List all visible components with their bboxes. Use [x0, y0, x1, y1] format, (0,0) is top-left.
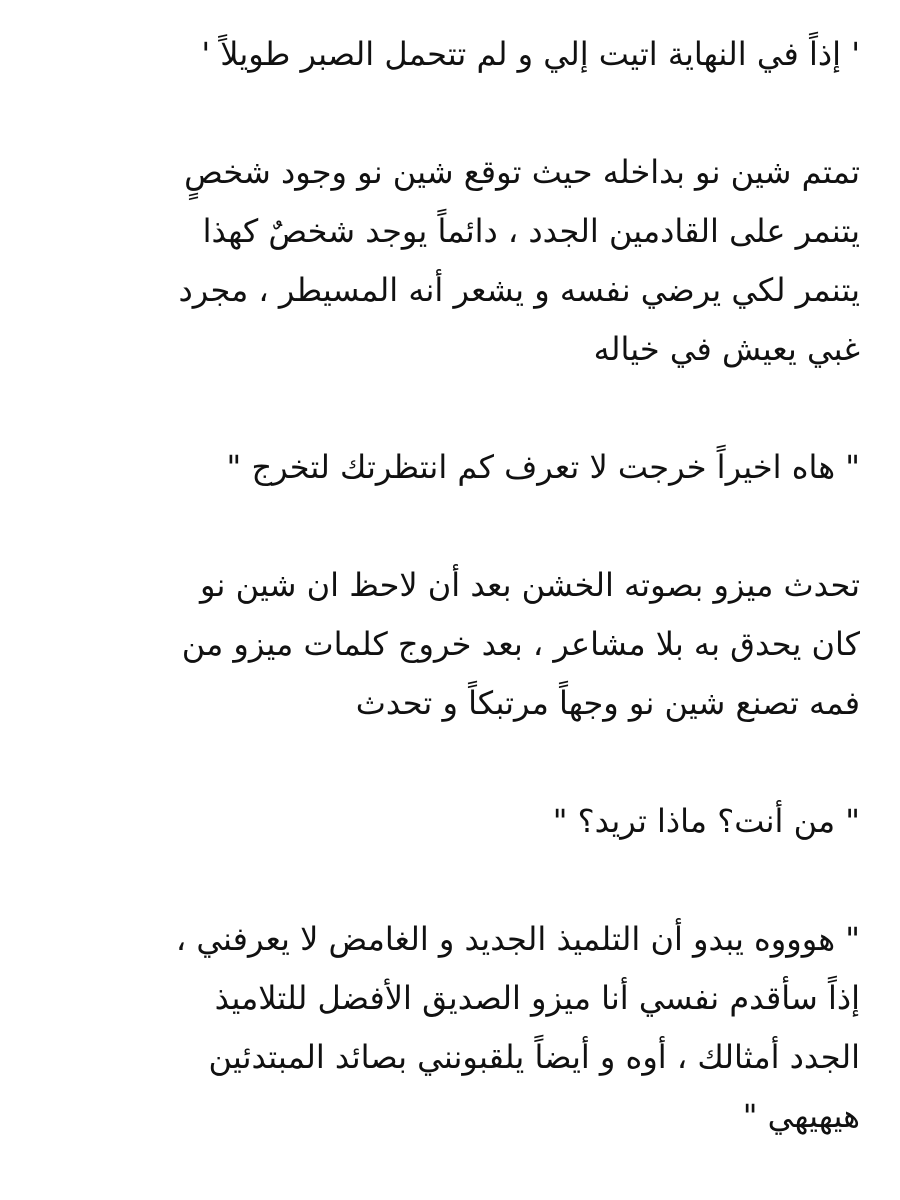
text-line: كان يحدق به بلا مشاعر ، بعد خروج كلمات ميزو من [181, 625, 860, 663]
text-line: غبي يعيش في خياله [593, 330, 860, 368]
text-line: الجدد أمثالك ، أوه و أيضاً يلقبونني بصائد المبتدئين [208, 1038, 860, 1076]
text-line: تمتم شين نو بداخله حيث توقع شين نو وجود شخصٍ [184, 153, 860, 191]
paragraph-1 [30, 25, 860, 84]
text-line: تحدث ميزو بصوته الخشن بعد أن لاحظ ان شين نو [200, 566, 860, 604]
paragraph-6 [30, 910, 860, 1146]
paragraph-3 [30, 438, 860, 497]
text-line: يتنمر لكي يرضي نفسه و يشعر أنه المسيطر ، مجرد [178, 271, 860, 309]
text-line: هيهيهي " [742, 1097, 860, 1135]
paragraph-2 [30, 143, 860, 379]
text-line: فمه تصنع شين نو وجهاً مرتبكاً و تحدث [355, 684, 860, 722]
text-line: إذاً سأقدم نفسي أنا ميزو الصديق الأفضل للتلاميذ [214, 979, 860, 1017]
text-line: " من أنت؟ ماذا تريد؟ " [552, 802, 860, 840]
text-line: " هاه اخيراً خرجت لا تعرف كم انتظرتك لتخرج " [226, 448, 860, 486]
text-line: ' إذاً في النهاية اتيت إلي و لم تتحمل الصبر طويلاً ' [201, 35, 860, 73]
paragraph-4 [30, 556, 860, 733]
text-line: يتنمر على القادمين الجدد ، دائماً يوجد شخصٌ كهذا [202, 212, 860, 250]
text-line: " هوووه يبدو أن التلميذ الجديد و الغامض لا يعرفني ، [175, 920, 860, 958]
paragraph-5 [30, 792, 860, 851]
